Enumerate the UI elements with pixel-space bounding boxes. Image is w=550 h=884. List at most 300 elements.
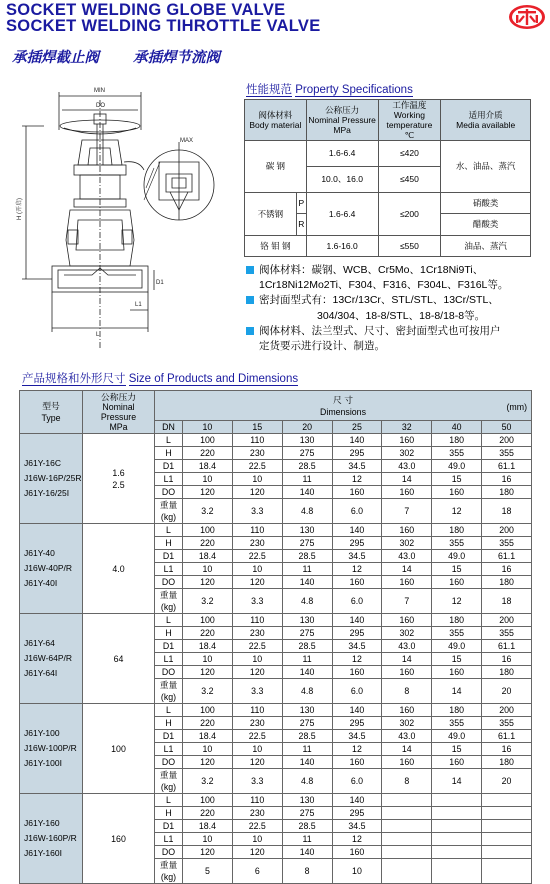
dim-value: 20 [482,679,532,704]
dims-row [20,614,532,627]
dim-value: 355 [432,627,482,640]
type-model: J61Y-16/25I [24,488,70,498]
dim-value: 230 [232,627,282,640]
row-label: H [155,717,183,730]
dim-value: 275 [282,627,332,640]
row-label: 重量(kg) [155,679,183,704]
dim-value: 110 [232,794,282,807]
dim-value [382,794,432,807]
row-label: DO [155,576,183,589]
dim-value: 230 [232,537,282,550]
dim-value [382,846,432,859]
dim-value: 6.0 [332,499,382,524]
row-label: D1 [155,460,183,473]
dim-value: 15 [432,473,482,486]
dim-value: 3.3 [232,589,282,614]
dims-header-type: 型号 Type [20,391,83,434]
dim-value: 10 [232,473,282,486]
row-label: L [155,524,183,537]
prop-cell: 1.6-16.0 [306,235,378,256]
dim-value: 6.0 [332,679,382,704]
dim-value: 34.5 [332,460,382,473]
dim-value: 160 [432,756,482,769]
dim-value [432,807,482,820]
dim-value: 220 [183,717,233,730]
dim-value: 14 [432,769,482,794]
dim-value: 14 [382,563,432,576]
dim-value: 302 [382,627,432,640]
dim-value: 180 [432,434,482,447]
title-cn: 承插焊截止阀 承插焊节流阀 [12,50,220,66]
prop-cell: 油品、蒸汽 [441,235,531,256]
dim-value: 61.1 [482,460,532,473]
dim-value: 275 [282,537,332,550]
dim-value [382,833,432,846]
dim-value: 49.0 [432,730,482,743]
dim-value: 220 [183,627,233,640]
dim-value [482,820,532,833]
type-model: J16W-40P/R [24,563,73,573]
dim-value: 160 [382,756,432,769]
pressure-cell: 4.0 [83,524,155,614]
dim-value: 14 [382,653,432,666]
row-label: H [155,537,183,550]
dn-label: DN [155,421,183,434]
pressure-cell: 100 [83,704,155,794]
dim-value: 355 [482,537,532,550]
dim-value: 120 [183,846,233,859]
dn-value: 20 [282,421,332,434]
note-item: 密封面型式有：13Cr/13Cr、STL/STL、13Cr/STL、 304/304、18-8/STL、18-8/18-8等。 [246,293,542,323]
row-label: 重量(kg) [155,589,183,614]
dim-value: 10 [232,653,282,666]
row-label: 重量(kg) [155,769,183,794]
dim-value: 220 [183,447,233,460]
dim-value: 100 [183,704,233,717]
dim-value: 302 [382,537,432,550]
dim-value: 6.0 [332,589,382,614]
dim-value: 295 [332,717,382,730]
dim-value: 16 [482,563,532,576]
dim-value: 16 [482,473,532,486]
dim-value: 49.0 [432,640,482,653]
dim-value: 120 [183,486,233,499]
dim-value: 100 [183,524,233,537]
dim-value: 18 [482,589,532,614]
dim-value: 160 [382,434,432,447]
dim-value: 160 [382,486,432,499]
dim-value [432,794,482,807]
type-cell [20,704,83,794]
dim-value: 12 [432,499,482,524]
dim-value: 11 [282,563,332,576]
dim-value: 18.4 [183,730,233,743]
dim-value: 10 [232,743,282,756]
dim-value: 49.0 [432,460,482,473]
dim-value: 110 [232,704,282,717]
dim-value: 275 [282,717,332,730]
dim-value: 15 [432,563,482,576]
dim-value: 18.4 [183,820,233,833]
dim-value: 275 [282,447,332,460]
dim-value: 22.5 [232,820,282,833]
property-section-title: 性能规范 Property Specifications [246,84,413,96]
dim-value: 4.8 [282,679,332,704]
dim-value [432,859,482,884]
dim-value: 10 [332,859,382,884]
svg-text:MAX: MAX [180,138,194,144]
row-label: L1 [155,563,183,576]
dim-value: 5 [183,859,233,884]
dim-value: 120 [232,756,282,769]
dn-value: 32 [382,421,432,434]
dim-value: 15 [432,743,482,756]
dim-value: 200 [482,614,532,627]
dim-value: 3.3 [232,499,282,524]
svg-text:DO: DO [96,103,105,109]
dim-value: 110 [232,434,282,447]
prop-cell: 水、油品、蒸汽 [441,141,531,193]
type-cell [20,524,83,614]
dim-value: 355 [432,717,482,730]
dim-value [482,833,532,846]
dim-value: 180 [482,486,532,499]
dim-value: 28.5 [282,820,332,833]
dim-value: 120 [183,666,233,679]
dim-value: 130 [282,434,332,447]
dim-value: 11 [282,473,332,486]
type-model: J61Y-64 [24,638,55,648]
dim-value [432,833,482,846]
type-model: J61Y-100I [24,758,62,768]
dim-value: 12 [332,833,382,846]
dn-value: 25 [332,421,382,434]
type-model: J61Y-40I [24,578,58,588]
dim-value: 130 [282,794,332,807]
type-cell [20,794,83,884]
dim-value: 220 [183,807,233,820]
dim-value: 160 [382,666,432,679]
prop-cell: 硝酸类 [441,192,531,213]
dim-value: 140 [332,704,382,717]
prop-header-material: 阀体材料 Body material [245,100,307,141]
company-logo-icon [508,4,546,30]
prop-header-temp: 工作温度 Working temperature ℃ [378,100,441,141]
type-model: J61Y-16C [24,458,62,468]
row-label: H [155,627,183,640]
dim-value: 160 [432,486,482,499]
dim-value: 18.4 [183,460,233,473]
row-label: DO [155,666,183,679]
dn-value: 15 [232,421,282,434]
dim-value: 160 [432,666,482,679]
svg-text:D1: D1 [156,280,164,286]
svg-text:L1: L1 [135,302,142,308]
prop-cell: 碳 钢 [245,141,307,193]
type-model: J16W-160P/R [24,833,77,843]
dim-value: 10 [183,653,233,666]
dim-value: 180 [482,576,532,589]
dim-value: 22.5 [232,730,282,743]
row-label: 重量(kg) [155,499,183,524]
dim-value: 61.1 [482,730,532,743]
dim-value [482,807,532,820]
dim-value: 120 [232,846,282,859]
valve-drawing [4,70,238,360]
dim-value: 100 [183,434,233,447]
dim-value: 8 [382,769,432,794]
row-label: H [155,447,183,460]
note-item: 阀体材料：碳钢、WCB、Cr5Mo、1Cr18Ni9Ti、 1Cr18Ni12Mo2Ti、F304、F316、F304L、F316L等。 [246,263,542,293]
type-cell [20,434,83,524]
prop-cell: ≤420 [378,141,441,167]
bullet-square-icon [246,266,254,274]
dim-value [382,859,432,884]
dim-value: 43.0 [382,640,432,653]
dim-value: 11 [282,743,332,756]
dimensions-table [19,390,532,884]
dim-value: 4.8 [282,769,332,794]
row-label: DO [155,756,183,769]
svg-text:L: L [96,332,100,338]
svg-text:MIN: MIN [94,88,105,94]
row-label: L [155,704,183,717]
dim-value: 28.5 [282,460,332,473]
dim-value: 34.5 [332,640,382,653]
dim-value: 43.0 [382,550,432,563]
dim-value: 230 [232,807,282,820]
dim-value: 34.5 [332,550,382,563]
type-model: J61Y-64I [24,668,58,678]
dim-value: 14 [382,473,432,486]
dim-value: 120 [232,486,282,499]
dim-value: 120 [183,576,233,589]
dim-value: 15 [432,653,482,666]
dim-value: 140 [282,846,332,859]
dim-value: 160 [382,704,432,717]
dim-value: 43.0 [382,730,432,743]
dim-value: 7 [382,499,432,524]
dim-value: 28.5 [282,640,332,653]
prop-cell: 铬 钼 钢 [245,235,307,256]
dim-value: 10 [183,473,233,486]
dim-value [382,807,432,820]
type-model: J61Y-100 [24,728,60,738]
note-item: 阀体材料、法兰型式、尺寸、密封面型式也可按用户 定货要示进行设计、制造。 [246,324,542,354]
dim-value: 8 [282,859,332,884]
dim-value: 14 [432,679,482,704]
pressure-cell: 160 [83,794,155,884]
dim-value: 160 [332,846,382,859]
dim-value: 302 [382,717,432,730]
dim-value: 12 [332,563,382,576]
bullet-square-icon [246,327,254,335]
dim-value: 20 [482,769,532,794]
dim-value: 18.4 [183,640,233,653]
row-label: L1 [155,653,183,666]
type-model: J16W-16P/25R [24,473,82,483]
dim-value [482,859,532,884]
row-label: DO [155,486,183,499]
dim-value: 10 [183,833,233,846]
dim-value [432,846,482,859]
dim-value: 4.8 [282,589,332,614]
dims-row [20,794,532,807]
dim-value: 130 [282,704,332,717]
row-label: L1 [155,833,183,846]
dim-value: 140 [282,756,332,769]
dn-value: 10 [183,421,233,434]
dim-value: 140 [282,486,332,499]
dim-value: 220 [183,537,233,550]
dim-value: 16 [482,743,532,756]
dim-value: 11 [282,653,332,666]
dim-value: 8 [382,679,432,704]
dim-value: 28.5 [282,730,332,743]
prop-cell: 1.6-6.4 [306,192,378,235]
dim-value: 22.5 [232,550,282,563]
dims-header-pressure: 公称压力 Nominal Pressure MPa [83,391,155,434]
dim-value: 10 [232,833,282,846]
dim-value: 4.8 [282,499,332,524]
dim-value: 18 [482,499,532,524]
dim-value: 61.1 [482,550,532,563]
dim-value: 160 [382,524,432,537]
dims-row [20,434,532,447]
dim-value: 140 [282,666,332,679]
prop-cell: ≤450 [378,166,441,192]
dims-row [20,704,532,717]
dim-value: 14 [382,743,432,756]
dim-value: 12 [332,743,382,756]
dim-value: 3.3 [232,679,282,704]
dim-value: 160 [332,486,382,499]
dim-value: 3.2 [183,769,233,794]
dim-value [432,820,482,833]
dim-value: 295 [332,447,382,460]
dim-value: 140 [332,434,382,447]
dim-value: 200 [482,524,532,537]
dim-value: 200 [482,704,532,717]
row-label: D1 [155,730,183,743]
dim-value [482,794,532,807]
dim-value: 275 [282,807,332,820]
dim-value [482,846,532,859]
type-model: J61Y-160I [24,848,62,858]
dim-value: 180 [482,666,532,679]
dim-value: 10 [183,563,233,576]
row-label: L1 [155,743,183,756]
dim-value: 22.5 [232,460,282,473]
dim-value: 12 [432,589,482,614]
svg-text:H (开启): H (开启) [17,198,23,220]
dim-value: 16 [482,653,532,666]
property-table [244,99,531,257]
dim-value: 12 [332,653,382,666]
dim-value: 34.5 [332,730,382,743]
dim-value: 130 [282,524,332,537]
dim-value: 160 [382,576,432,589]
prop-header-pressure: 公称压力 Nominal Pressure MPa [306,100,378,141]
row-label: DO [155,846,183,859]
row-label: L [155,794,183,807]
dim-value: 3.2 [183,589,233,614]
dims-row [20,524,532,537]
title-en-globe: SOCKET WELDING GLOBE VALVE [6,1,286,19]
row-label: L [155,434,183,447]
dim-value: 110 [232,614,282,627]
dim-value: 6.0 [332,769,382,794]
dim-value: 295 [332,627,382,640]
dim-value: 10 [183,743,233,756]
prop-cell: ≤550 [378,235,441,256]
dim-value: 3.2 [183,679,233,704]
dim-value: 10 [232,563,282,576]
dim-value: 22.5 [232,640,282,653]
dim-value: 120 [232,576,282,589]
type-model: J61Y-160 [24,818,60,828]
dim-value: 160 [432,576,482,589]
prop-header-media: 适用介质 Media available [441,100,531,141]
dim-value: 355 [482,717,532,730]
row-label: D1 [155,640,183,653]
dim-value: 61.1 [482,640,532,653]
dim-value: 34.5 [332,820,382,833]
dim-value: 180 [432,614,482,627]
dim-value: 3.2 [183,499,233,524]
prop-cell: 10.0、16.0 [306,166,378,192]
title-en-throttle: SOCKET WELDING TIHROTTLE VALVE [6,17,321,35]
dim-value: 120 [232,666,282,679]
dim-value: 110 [232,524,282,537]
dim-value [382,820,432,833]
dims-section-title: 产品规格和外形尺寸 Size of Products and Dimensions [22,373,299,385]
pressure-cell: 64 [83,614,155,704]
type-model: J61Y-40 [24,548,55,558]
row-label: H [155,807,183,820]
dn-value: 40 [432,421,482,434]
row-label: D1 [155,820,183,833]
dim-value: 160 [332,576,382,589]
dim-value: 49.0 [432,550,482,563]
row-label: L [155,614,183,627]
prop-cell: P [296,192,306,213]
dim-value: 180 [432,524,482,537]
dim-value: 140 [332,794,382,807]
row-label: 重量(kg) [155,859,183,884]
row-label: L1 [155,473,183,486]
dims-header-dimensions: 尺 寸 Dimensions (mm) [155,391,532,421]
dim-value: 302 [382,447,432,460]
dim-value: 355 [482,447,532,460]
dim-value: 130 [282,614,332,627]
dim-value: 160 [382,614,432,627]
dim-value: 140 [332,614,382,627]
dim-value: 3.3 [232,769,282,794]
notes-list [246,263,542,354]
dim-value: 355 [432,537,482,550]
dim-value: 43.0 [382,460,432,473]
dim-value: 295 [332,807,382,820]
type-cell [20,614,83,704]
prop-cell: 1.6-6.4 [306,141,378,167]
prop-cell: ≤200 [378,192,441,235]
dim-value: 11 [282,833,332,846]
prop-cell: 醋酸类 [441,214,531,235]
dim-value: 140 [332,524,382,537]
pressure-cell: 1.6 2.5 [83,434,155,524]
dim-value: 7 [382,589,432,614]
